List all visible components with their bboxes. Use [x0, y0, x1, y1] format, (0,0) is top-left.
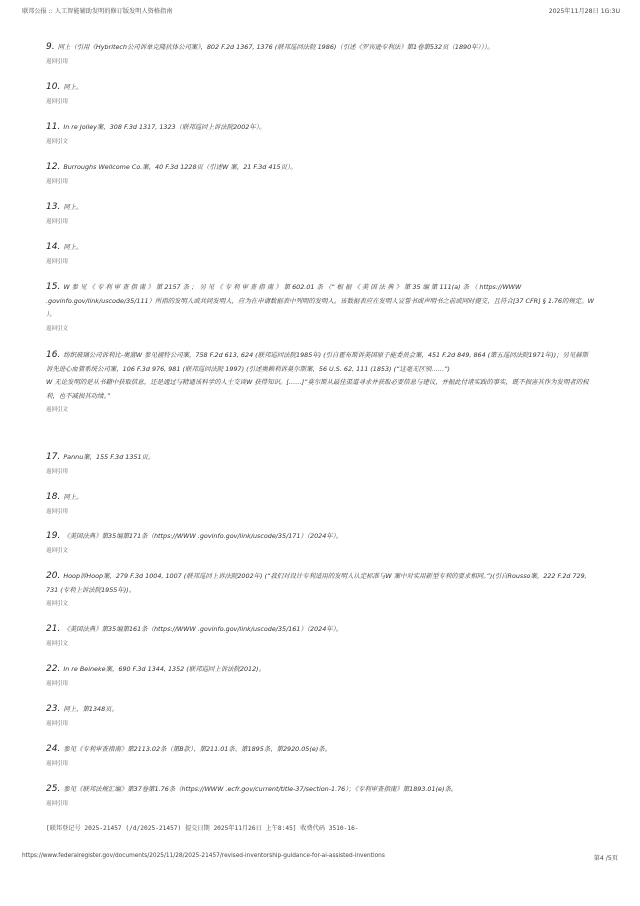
footnote-number: 9. [46, 42, 55, 52]
back-to-citation-link[interactable]: 返回引文 [46, 601, 69, 607]
back-to-citation-link[interactable]: 返回引用 [46, 468, 69, 475]
footnote-10 [46, 81, 594, 105]
footnote-21 [46, 623, 594, 647]
footnote-text: 同上。 [63, 493, 83, 501]
back-to-citation-link[interactable]: 返回引文 [46, 547, 69, 554]
footnote-number: 22. [46, 664, 61, 674]
footnote-20 [46, 570, 594, 607]
footnote-17 [46, 451, 594, 475]
back-to-citation-link[interactable]: 返回引用 [46, 58, 69, 65]
footnote-number: 21. [46, 624, 61, 634]
footnote-text: In re Beineke案，690 F.3d 1344, 1352 (联邦巡回上诉法院2012)。 [63, 665, 266, 673]
footnote-text: 《美国法典》第35编第171条（https://WWW .govinfo.gov/link/uscode/35/171）（2024年）。 [63, 532, 343, 540]
footnote-number: 16. [46, 350, 61, 360]
footnote-number: 19. [46, 531, 61, 541]
footnote-text: 同上。 [63, 243, 83, 251]
footnote-23 [46, 703, 594, 727]
footnote-text: 《美国法典》第35编第161条（https://WWW .govinfo.gov/link/uscode/35/161）（2024年）。 [63, 625, 343, 633]
footnote-text: 同上。 [63, 83, 83, 91]
footnote-25 [46, 783, 594, 807]
footnote-16 [46, 349, 594, 413]
footnote-text: 同上，第1348页。 [63, 705, 118, 713]
footnote-12 [46, 161, 594, 185]
back-to-citation-link[interactable]: 返回引用 [46, 800, 69, 807]
footnote-number: 14. [46, 242, 61, 252]
footnote-text: In re Jolley案，308 F.3d 1317, 1323（联邦巡回上诉法院2002年）。 [63, 123, 266, 131]
back-to-citation-link[interactable]: 返回引用 [46, 508, 69, 515]
footnote-text: W 参 见 《 专 利 审 查 指 南 》 第 2157 条 ； 另 见 《 专 利 审 查 指 南 》 第 602.01 条 （“ 根 据 《 美 国 法 典 》 第 35 编 第 111(a) 条 （ https://WWW .govinfo.gov/link/uscode/35/111）所指的发明人或共同发明人，应为在申请数据表中列明的发明人。该数据表应在发明人宣誓书或声明书之前或同时提交，且符合[37 CFR] § 1.76的规定。W ）。 [46, 283, 594, 318]
footnote-number: 11. [46, 122, 61, 132]
back-to-citation-link[interactable]: 返回引用 [46, 178, 69, 185]
footnote-number: 24. [46, 744, 61, 754]
footnote-number: 10. [46, 82, 61, 92]
footnote-text-continued: W 无论发明的是从书籍中获取信息，还是通过与精通该科学的人士交谈W 获得知识。[……]”莫尔斯从最佳渠道寻求并获取必要信息与建议，并据此付诸实践的事实，既不损害其作为发明者的权利，也不减损其功绩。” [46, 378, 589, 400]
footnote-13 [46, 201, 594, 225]
footnote-text: Burroughs Wellcome Co.案，40 F.3d 1228页（引述W 案，21 F.3d 415页）。 [63, 163, 297, 171]
back-to-citation-link[interactable]: 返回引用 [46, 258, 69, 265]
footnote-9 [46, 41, 594, 65]
footnote-number: 18. [46, 492, 61, 502]
page-number: 第4 /5页 [593, 855, 618, 862]
footnote-11 [46, 121, 594, 145]
back-to-citation-link[interactable]: 返回引用 [46, 680, 69, 687]
footnote-number: 12. [46, 162, 61, 172]
footnote-number: 23. [46, 704, 61, 714]
footnote-15 [46, 281, 594, 332]
back-to-citation-link[interactable]: 返回引用 [46, 760, 69, 767]
document-filing-stamp: [联邦登记号 2025-21457 (/d/2025-21457) 提交日期 2025年11月26日 上午8:45] 收费代码 3510-16- [46, 825, 359, 832]
page-url: https://www.federalregister.gov/documents/2025/11/28/2025-21457/revised-inventorship-guidance-for-ai-assisted-inventions [22, 853, 385, 859]
page-title: 联邦公报 :: 人工智能辅助发明的修订版发明人资格指南 [22, 8, 173, 15]
back-to-citation-link[interactable]: 返回引用 [46, 720, 69, 727]
back-to-citation-link[interactable]: 返回引文 [46, 407, 69, 413]
back-to-citation-link[interactable]: 返回引文 [46, 640, 69, 647]
back-to-citation-link[interactable]: 返回引用 [46, 218, 69, 225]
footnote-number: 13. [46, 202, 61, 212]
footnote-text: Pannu案，155 F.3d 1351页。 [63, 453, 155, 461]
footnote-text: 同上。 [63, 203, 83, 211]
back-to-citation-link[interactable]: 返回引用 [46, 98, 69, 105]
footnote-number: 25. [46, 784, 61, 794]
print-header [22, 6, 620, 16]
footnote-14 [46, 241, 594, 265]
footnote-22 [46, 663, 594, 687]
footnote-number: 17. [46, 452, 61, 462]
print-datetime: 2025年11月28日 1G:3U [548, 8, 620, 15]
back-to-citation-link[interactable]: 返回引文 [46, 138, 69, 145]
footnote-24 [46, 743, 594, 767]
footnote-19 [46, 530, 594, 554]
footnote-text: Hoop诉Hoop案，279 F.3d 1004, 1007 (联邦巡回上诉法院2002年) (“我们对设计专利适用的发明人认定标准与W 案中对实用新型专利的要求相同。”)(引自Rousso案，222 F.2d 729, 731 (专利上诉法院1955年))。 [46, 572, 587, 594]
footnote-number: 15. [46, 282, 61, 292]
footnote-text: 参见《联邦法规汇编》第37卷第1.76条（https://WWW .ecfr.gov/current/title-37/section-1.76）；《专利审查指南》第1893.01(e)条。 [63, 785, 458, 793]
footnote-text: 同上（引用《Hybritech公司诉单克隆抗体公司案》，802 F.2d 1367, 1376 (联邦巡回法院 1986)（引述《罗宾逊专利法》第1卷第532页（1890年）））。 [57, 43, 494, 51]
footnote-text: 纺织玻璃公司诉利比-奥富W 参见福特公司案，758 F.2d 613, 624 (联邦巡回法院1985年) (引自霍布斯诉美国原子能委员会案，451 F.2d 849, 864 (第五巡回法院1971年))；另见赫斯诉先进心血管系统公司案，106 F.3d 976, 981 (联邦巡回法院 1997) (引述奥赖利诉莫尔斯案，56 U.S. 62, 111 (1853) (“这毫无区别……”) [46, 351, 589, 373]
footnote-text: 参见《专利审查指南》第2113.02条（第B款）、第211.01条、第1895条、第2920.05(e)条。 [63, 745, 332, 753]
footnote-18 [46, 491, 594, 515]
footnote-number: 20. [46, 571, 61, 581]
print-footer [22, 853, 618, 863]
back-to-citation-link[interactable]: 返回引文 [46, 325, 69, 332]
